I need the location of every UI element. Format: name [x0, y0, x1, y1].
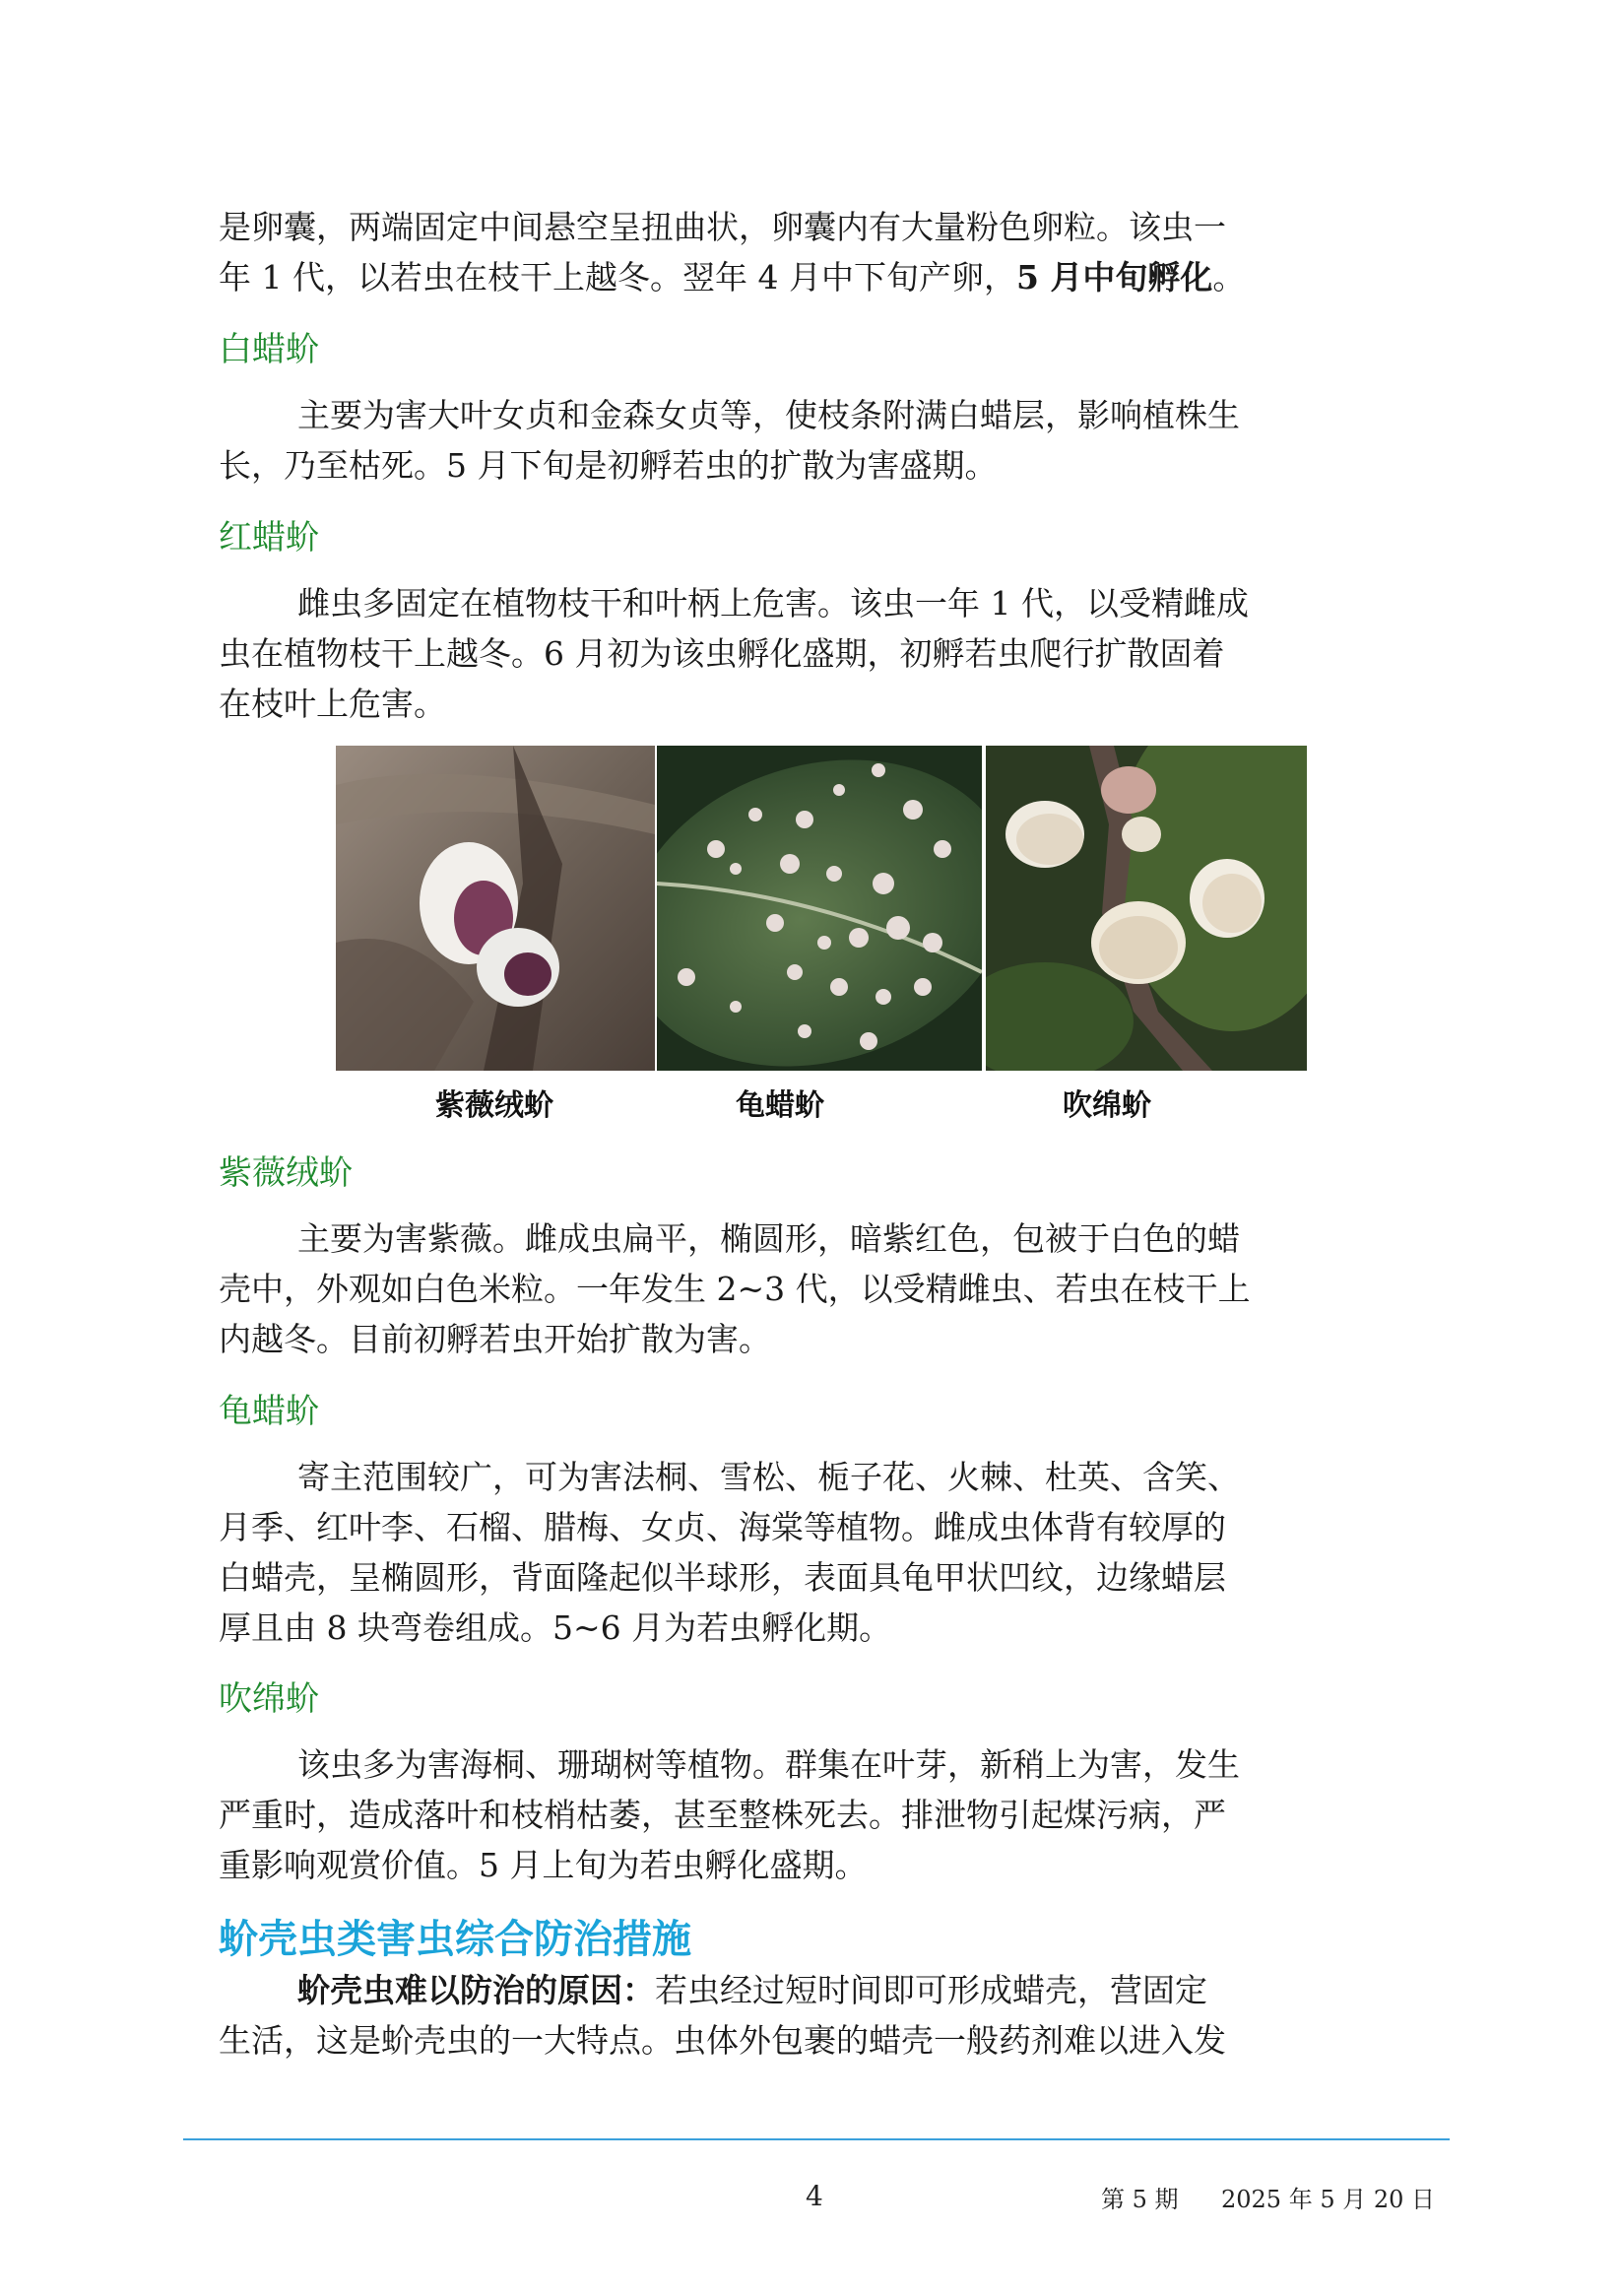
intro-line-2: 年 1 代，以若虫在枝干上越冬。翌年 4 月中下旬产卵，5 月中旬孵化。	[219, 258, 1246, 296]
photo-ziwei-rongjie	[336, 746, 655, 1071]
issue-date: 2025 年 5 月 20 日	[1221, 2186, 1436, 2213]
photo-caption-chuimian-jie: 吹绵蚧	[1063, 1088, 1151, 1123]
issue-label: 第 5 期	[1101, 2186, 1179, 2213]
page-number: 4	[806, 2180, 823, 2212]
photo-caption-ziwei-rongjie: 紫薇绒蚧	[435, 1088, 553, 1123]
section-paragraph-chuimian-jie: 该虫多为害海桐、珊瑚树等植物。群集在叶芽，新稍上为害，发生 严重时，造成落叶和枝梢枯萎，甚至整株死去。排泄物引起煤污病，严 重影响观赏价值。5 月上旬为若虫孵化盛期。	[219, 1745, 1240, 1884]
control-measures-heading: 蚧壳虫类害虫综合防治措施	[219, 1917, 691, 1962]
section-heading-bailajie: 白蜡蚧	[219, 330, 319, 369]
section-paragraph-honglajie: 雌虫多固定在植物枝干和叶柄上危害。该虫一年 1 代，以受精雌成 虫在植物枝干上越冬。6 月初为该虫孵化盛期，初孵若虫爬行扩散固着 在枝叶上危害。	[219, 584, 1249, 723]
section-heading-gui-lajie: 龟蜡蚧	[219, 1392, 319, 1431]
photo-chuimian-jie	[986, 746, 1307, 1071]
section-heading-ziwei-rongjie: 紫薇绒蚧	[219, 1153, 353, 1193]
section-paragraph-gui-lajie: 寄主范围较广，可为害法桐、雪松、栀子花、火棘、杜英、含笑、 月季、红叶李、石榴、腊梅、女贞、海棠等植物。雌成虫体背有较厚的 白蜡壳，呈椭圆形，背面隆起似半球形，表面具龟甲状凹纹，边缘蜡层 厚且由 8 块弯卷组成。5~6 月为若虫孵化期。	[219, 1458, 1240, 1647]
photo-gui-lajie	[657, 746, 982, 1071]
photo-caption-gui-lajie: 龟蜡蚧	[736, 1088, 824, 1123]
control-lead-bold: 蚧壳虫难以防治的原因：	[297, 1971, 655, 2009]
section-heading-chuimian-jie: 吹绵蚧	[219, 1679, 319, 1719]
section-paragraph-ziwei-rongjie: 主要为害紫薇。雌成虫扁平，椭圆形，暗紫红色，包被于白色的蜡 壳中，外观如白色米粒。一年发生 2~3 代，以受精雌虫、若虫在枝干上 内越冬。目前初孵若虫开始扩散为害。	[219, 1219, 1251, 1358]
footer-rule	[183, 2138, 1450, 2140]
intro-bold-tail: 5 月中旬孵化	[1015, 258, 1213, 296]
intro-paragraph	[219, 202, 1412, 302]
section-heading-honglajie: 红蜡蚧	[219, 518, 319, 558]
control-measures-paragraph: 蚧壳虫难以防治的原因：若虫经过短时间即可形成蜡壳，营固定 生活，这是蚧壳虫的一大特点。虫体外包裹的蜡壳一般药剂难以进入发	[219, 1971, 1226, 2060]
section-paragraph-bailajie: 主要为害大叶女贞和金森女贞等，使枝条附满白蜡层，影响植株生 长，乃至枯死。5 月下旬是初孵若虫的扩散为害盛期。	[219, 396, 1240, 485]
intro-line-1: 是卵囊，两端固定中间悬空呈扭曲状，卵囊内有大量粉色卵粒。该虫一	[219, 208, 1226, 246]
